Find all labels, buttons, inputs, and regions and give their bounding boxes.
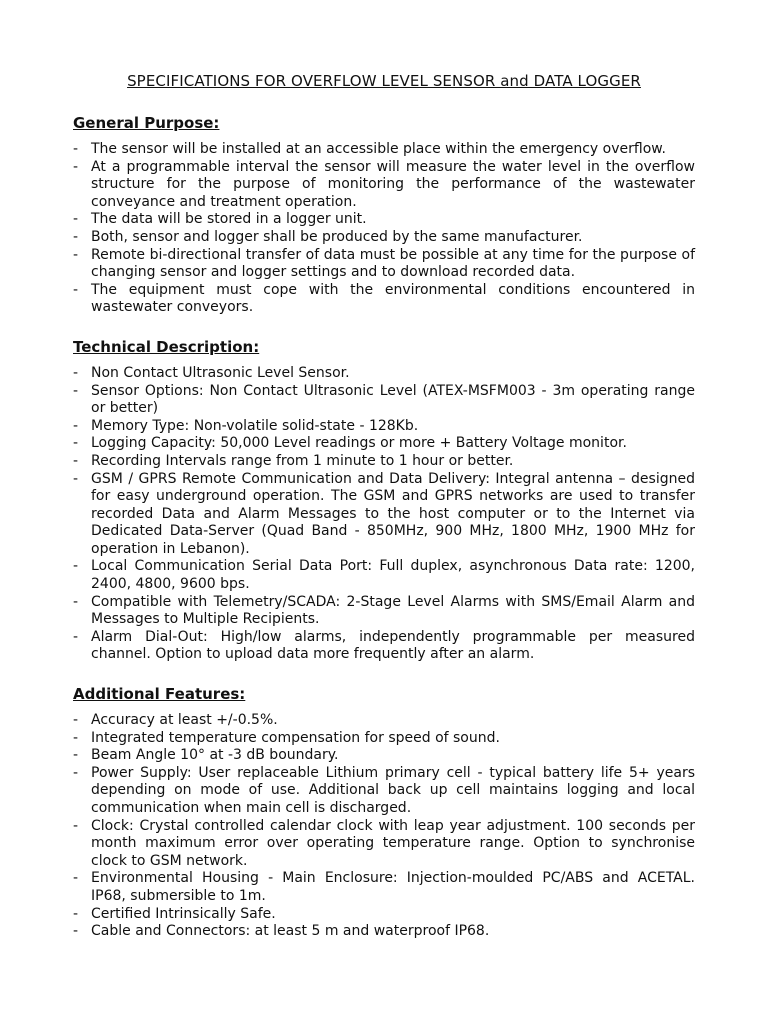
list-item [73,418,695,436]
list-item-text: The data will be stored in a logger unit. [91,211,367,228]
bullet-marker: - [73,470,79,487]
bullet-marker: - [73,364,79,381]
bullet-list-general-purpose [73,141,695,317]
bullet-marker: - [73,246,79,263]
list-item-text: Compatible with Telemetry/SCADA: 2-Stage Level Alarms with SMS/Email Alarm and Messages to Multiple Recipients. [91,593,695,628]
bullet-marker: - [73,435,79,452]
bullet-marker: - [73,417,79,434]
list-item-text: The sensor will be installed at an accessible place within the emergency overflow. [91,141,666,157]
bullet-marker: - [73,211,79,228]
list-item [73,747,695,765]
bullet-list-technical-description [73,365,695,664]
list-item [73,818,695,871]
bullet-marker: - [73,452,79,469]
bullet-marker: - [73,870,79,887]
list-item [73,923,695,941]
list-item [73,870,695,905]
list-item [73,365,695,383]
bullet-marker: - [73,817,79,834]
bullet-marker: - [73,747,79,764]
list-item [73,558,695,593]
section-additional-features [73,683,695,941]
list-item-text: GSM / GPRS Remote Communication and Data Delivery: Integral antenna – designed for easy underground operation. The GSM and GPRS networks are used to transfer recorded Data and Alarm Messages to the host computer or to the Internet via Dedicated Data-Server (Quad Band - 850MHz, 900 MHz, 1800 MHz, 1900 MHz for operation in Lebanon). [91,470,695,557]
bullet-marker: - [73,729,79,746]
list-item-text: Certified Intrinsically Safe. [91,905,276,922]
bullet-marker: - [73,228,79,245]
list-item [73,712,695,730]
list-item-text: Logging Capacity: 50,000 Level readings or more + Battery Voltage monitor. [91,435,627,452]
list-item [73,765,695,818]
list-item-text: Sensor Options: Non Contact Ultrasonic Level (ATEX-MSFM003 - 3m operating range or better) [91,382,695,417]
list-item-text: Memory Type: Non-volatile solid-state - 128Kb. [91,417,419,434]
list-item-text: Power Supply: User replaceable Lithium primary cell - typical battery life 5+ years depending on mode of use. Additional back up cell maintains logging and local communication when main cell is discharged. [91,764,695,816]
bullet-marker: - [73,141,79,157]
list-item [73,247,695,282]
bullet-marker: - [73,558,79,575]
list-item-text: Recording Intervals range from 1 minute to 1 hour or better. [91,452,514,469]
list-item [73,906,695,924]
bullet-marker: - [73,905,79,922]
list-item-text: Alarm Dial-Out: High/low alarms, independently programmable per measured channel. Option to upload data more frequently after an alarm. [91,628,695,663]
bullet-marker: - [73,382,79,399]
list-item [73,594,695,629]
list-item-text: Accuracy at least +/-0.5%. [91,712,278,729]
bullet-marker: - [73,764,79,781]
list-item-text: Both, sensor and logger shall be produced by the same manufacturer. [91,228,583,245]
list-item [73,229,695,247]
list-item [73,629,695,664]
list-item-text: Local Communication Serial Data Port: Full duplex, asynchronous Data rate: 1200, 2400, 4800, 9600 bps. [91,558,695,593]
bullet-marker: - [73,593,79,610]
section-heading-additional-features: Additional Features: [73,685,246,704]
document-page [73,70,695,960]
list-item-text: At a programmable interval the sensor will measure the water level in the overflow structure for the purpose of monitoring the performance of the wastewater conveyance and treatment operation. [91,158,695,210]
section-heading-general-purpose: General Purpose: [73,114,220,132]
bullet-marker: - [73,712,79,729]
list-item [73,159,695,212]
list-item [73,453,695,471]
bullet-marker: - [73,923,79,940]
list-item [73,435,695,453]
section-technical-description [73,336,695,664]
bullet-list-additional-features [73,712,695,941]
list-item [73,471,695,559]
document-title: SPECIFICATIONS FOR OVERFLOW LEVEL SENSOR and DATA LOGGER [127,72,641,90]
list-item-text: Clock: Crystal controlled calendar clock with leap year adjustment. 100 seconds per month maximum error over operating temperature range. Option to synchronise clock to GSM network. [91,817,695,869]
list-item [73,141,695,159]
list-item-text: The equipment must cope with the environmental conditions encountered in wastewater conveyors. [91,281,695,316]
bullet-marker: - [73,281,79,298]
list-item [73,730,695,748]
list-item-text: Cable and Connectors: at least 5 m and waterproof IP68. [91,923,490,940]
list-item-text: Non Contact Ultrasonic Level Sensor. [91,364,350,381]
section-heading-technical-description: Technical Description: [73,337,260,356]
list-item-text: Environmental Housing - Main Enclosure: Injection-moulded PC/ABS and ACETAL. IP68, submersible to 1m. [91,870,695,904]
bullet-marker: - [73,158,79,175]
list-item [73,383,695,418]
list-item-text: Beam Angle 10° at -3 dB boundary. [91,747,339,764]
list-item-text: Remote bi-directional transfer of data must be possible at any time for the purpose of changing sensor and logger settings and to download recorded data. [91,246,695,281]
list-item [73,211,695,229]
bullet-marker: - [73,628,79,645]
list-item-text: Integrated temperature compensation for speed of sound. [91,729,500,746]
section-general-purpose [73,112,695,317]
list-item [73,282,695,317]
